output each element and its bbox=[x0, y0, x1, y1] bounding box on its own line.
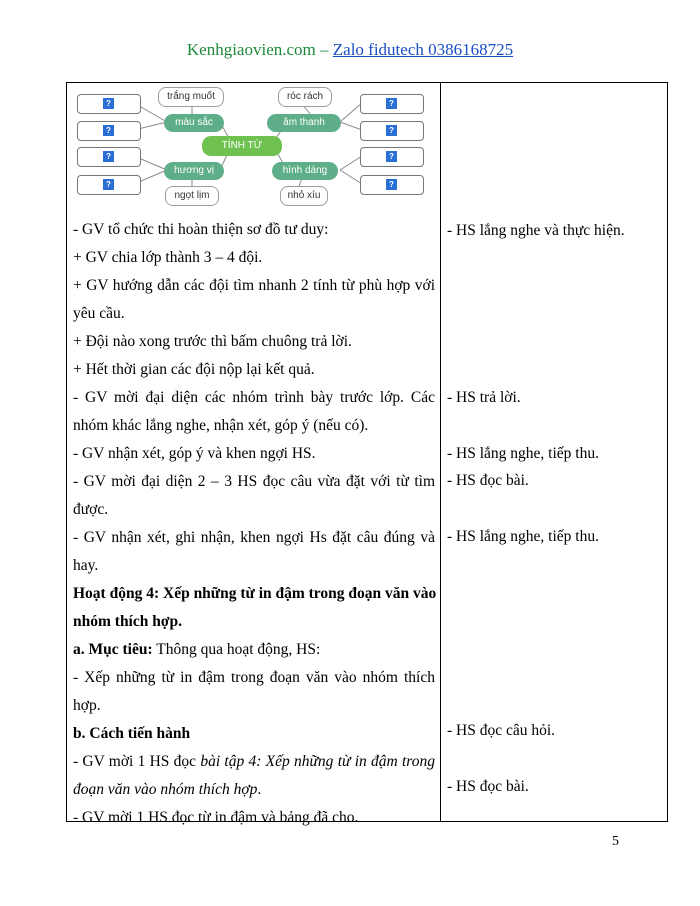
mindmap-example: trắng muốt bbox=[158, 87, 224, 107]
mindmap-example: róc rách bbox=[278, 87, 332, 107]
text-line: nhóm khác lắng nghe, nhận xét, góp ý (nếu có). bbox=[73, 417, 369, 434]
page-header bbox=[0, 40, 700, 60]
goal-label: a. Mục tiêu: bbox=[73, 641, 153, 658]
mindmap-example: nhỏ xíu bbox=[280, 186, 328, 206]
text-line: đoạn văn vào nhóm thích hợp. bbox=[73, 781, 262, 798]
mindmap-blank-box: ? bbox=[360, 121, 424, 141]
mindmap-blank-box: ? bbox=[77, 94, 141, 114]
text-line: hay. bbox=[73, 557, 99, 574]
mindmap-blank-box: ? bbox=[360, 94, 424, 114]
mind-map-figure bbox=[72, 84, 432, 210]
goal-text: Thông qua hoạt động, HS: bbox=[152, 641, 321, 658]
text-line: - HS đọc câu hỏi. bbox=[447, 722, 556, 739]
mindmap-blank-box: ? bbox=[360, 175, 424, 195]
text-line: - Xếp những từ in đậm trong đoạn văn vào nhóm thích bbox=[73, 669, 435, 686]
mindmap-center: TÍNH TỪ bbox=[202, 136, 282, 156]
text-line: + Hết thời gian các đội nộp lại kết quả. bbox=[73, 361, 315, 378]
mindmap-blank-box: ? bbox=[77, 175, 141, 195]
text-line: hợp. bbox=[73, 697, 101, 714]
text-line: được. bbox=[73, 501, 109, 518]
mindmap-branch: hình dáng bbox=[272, 162, 338, 180]
text-line: - GV mời đại diện 2 – 3 HS đọc câu vừa đặt với từ tìm bbox=[73, 473, 435, 490]
header-site: Kenhgiaovien.com bbox=[186, 40, 316, 59]
mindmap-blank-box: ? bbox=[77, 121, 141, 141]
text-line: + GV hướng dẫn các đội tìm nhanh 2 tính từ phù hợp với bbox=[73, 277, 435, 294]
text-line: - HS trả lời. bbox=[447, 389, 521, 406]
text-line: yêu cầu. bbox=[73, 305, 125, 322]
mindmap-blank-box: ? bbox=[77, 147, 141, 167]
text-line: - GV tổ chức thi hoàn thiện sơ đồ tư duy: bbox=[73, 221, 329, 238]
activity-heading: nhóm thích hợp. bbox=[73, 613, 182, 630]
text-line: - HS đọc bài. bbox=[447, 778, 529, 795]
text-line: - HS đọc bài. bbox=[447, 472, 529, 489]
mindmap-branch: hương vị bbox=[164, 162, 224, 180]
text-line: - HS lắng nghe, tiếp thu. bbox=[447, 445, 599, 462]
text-line: - HS lắng nghe, tiếp thu. bbox=[447, 528, 599, 545]
goal-line bbox=[73, 636, 435, 664]
text-line: - GV mời đại diện các nhóm trình bày trước lớp. Các bbox=[73, 389, 435, 406]
page-number: 5 bbox=[612, 834, 619, 849]
mindmap-branch: màu sắc bbox=[164, 114, 224, 132]
text-line: - GV mời 1 HS đọc bài tập 4: Xếp những từ in đậm trong bbox=[73, 753, 435, 770]
text-line: + GV chia lớp thành 3 – 4 đội. bbox=[73, 249, 263, 266]
mindmap-example: ngọt lịm bbox=[165, 186, 219, 206]
mindmap-blank-box: ? bbox=[360, 147, 424, 167]
text-line: - GV nhận xét, ghi nhận, khen ngợi Hs đặt câu đúng và bbox=[73, 529, 435, 546]
text-line: - GV mời 1 HS đọc từ in đậm và bảng đã cho. bbox=[73, 809, 359, 826]
steps-heading: b. Cách tiến hành bbox=[73, 725, 191, 742]
header-zalo-link[interactable]: Zalo fidutech 0386168725 bbox=[332, 40, 514, 59]
text-line: + Đội nào xong trước thì bấm chuông trả lời. bbox=[73, 333, 352, 350]
mindmap-branch: âm thanh bbox=[267, 114, 341, 132]
header-separator: – bbox=[315, 40, 333, 59]
column-divider bbox=[440, 82, 441, 822]
activity-heading: Hoạt động 4: Xếp những từ in đậm trong đoạn văn vào bbox=[73, 585, 437, 602]
text-line: - GV nhận xét, góp ý và khen ngợi HS. bbox=[73, 445, 316, 462]
text-line: - HS lắng nghe và thực hiện. bbox=[447, 222, 625, 239]
